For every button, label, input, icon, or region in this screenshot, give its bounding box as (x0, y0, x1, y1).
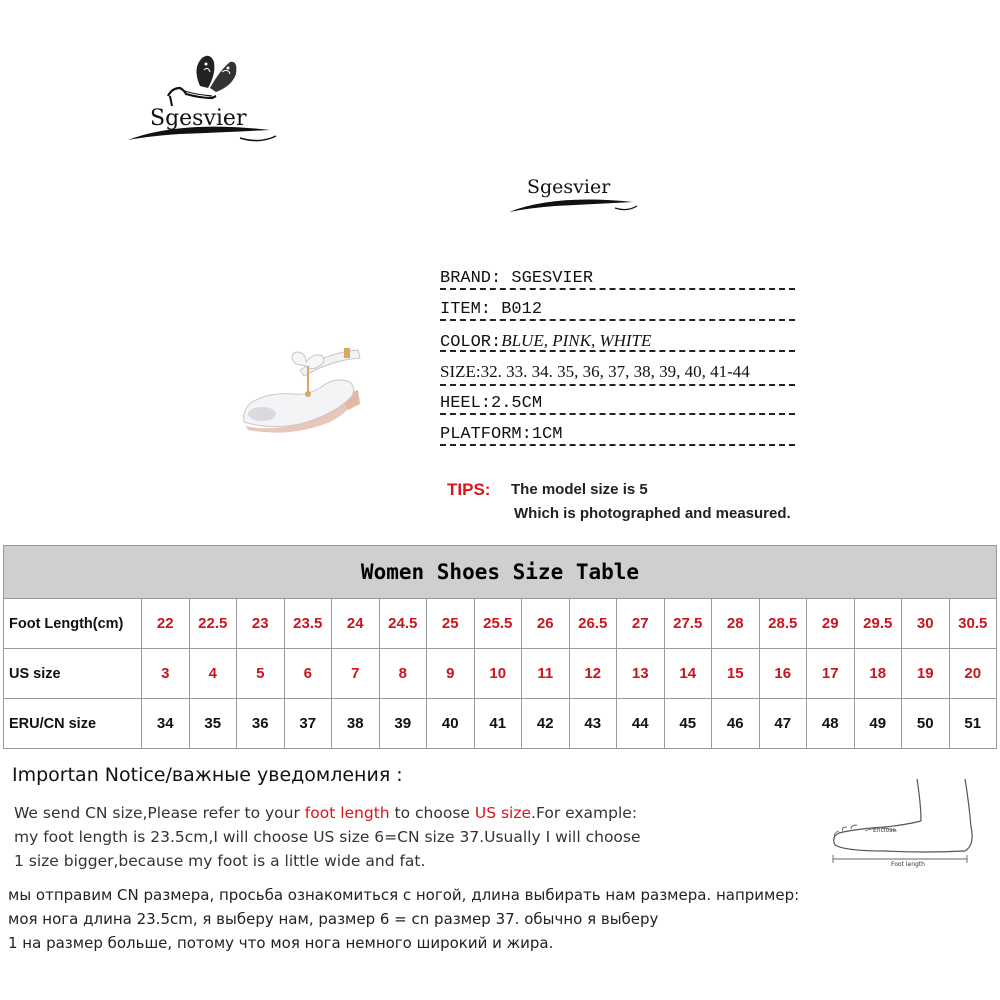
foot-length-cell: 25.5 (474, 599, 522, 649)
us-size-cell: 3 (142, 649, 190, 699)
foot-length-cell: 26.5 (569, 599, 617, 649)
spec-color-label: COLOR: (440, 333, 502, 352)
notice-en-line-1-c: .For example: (531, 804, 638, 822)
us-size-cell: 19 (902, 649, 950, 699)
us-size-label: US size (4, 649, 142, 699)
foot-length-cell: 30.5 (949, 599, 997, 649)
logo-small-text: Sgesvier (527, 176, 611, 198)
foot-enclose-label: Enclose (873, 827, 897, 834)
spec-platform: PLATFORM:1CM (440, 424, 795, 446)
notice-en-line-1 (14, 804, 637, 822)
eu-size-cell: 40 (427, 699, 475, 749)
foot-length-cell: 22.5 (189, 599, 237, 649)
foot-length-cell: 25 (427, 599, 475, 649)
notice-highlight-us-size: US size (474, 804, 532, 822)
us-size-cell: 17 (807, 649, 855, 699)
us-size-cell: 11 (522, 649, 570, 699)
foot-length-cell: 23 (237, 599, 285, 649)
foot-length-cell: 29 (807, 599, 855, 649)
eu-size-cell: 38 (332, 699, 380, 749)
eu-size-label: ERU/CN size (4, 699, 142, 749)
white-sandal-image (240, 330, 370, 440)
notice-ru-line-3: 1 на размер больше, потому что моя нога немного широкий и жира. (8, 934, 554, 952)
foot-length-row (4, 599, 997, 649)
foot-length-cell: 27 (617, 599, 665, 649)
us-size-cell: 6 (284, 649, 332, 699)
notice-en-line-3: 1 size bigger,because my foot is a little wide and fat. (14, 852, 426, 870)
brand-logo-small (505, 172, 645, 222)
eu-size-cell: 36 (237, 699, 285, 749)
size-table (3, 545, 997, 749)
foot-length-cell: 28 (712, 599, 760, 649)
notice-en-line-1-b: to choose (389, 804, 475, 822)
eu-size-cell: 34 (142, 699, 190, 749)
us-size-cell: 18 (854, 649, 902, 699)
notice-ru-line-2: моя нога длина 23.5cm, я выберу нам, размер 6 = cn размер 37. обычно я выберу (8, 910, 659, 928)
notice-ru-line-1: мы отправим CN размера, просьба ознакомиться с ногой, длина выбирать нам размера. например: (8, 886, 800, 904)
eu-size-cell: 47 (759, 699, 807, 749)
us-size-cell: 9 (427, 649, 475, 699)
eu-size-cell: 44 (617, 699, 665, 749)
foot-length-cell: 22 (142, 599, 190, 649)
spec-brand: BRAND: SGESVIER (440, 268, 795, 290)
notice-en-line-1-a: We send CN size,Please refer to your (14, 804, 305, 822)
butterfly-heel-icon (120, 40, 290, 160)
us-size-cell: 8 (379, 649, 427, 699)
foot-length-cell: 27.5 (664, 599, 712, 649)
eu-size-cell: 41 (474, 699, 522, 749)
us-size-cell: 10 (474, 649, 522, 699)
eu-size-row (4, 699, 997, 749)
us-size-row (4, 649, 997, 699)
product-image (240, 330, 370, 440)
us-size-cell: 16 (759, 649, 807, 699)
us-size-cell: 12 (569, 649, 617, 699)
tips-label: TIPS: (447, 480, 491, 499)
eu-size-cell: 42 (522, 699, 570, 749)
size-table-title: Women Shoes Size Table (4, 546, 997, 599)
eu-size-cell: 50 (902, 699, 950, 749)
notice-en-line-2: my foot length is 23.5cm,I will choose US size 6=CN size 37.Usually I will choose (14, 828, 641, 846)
foot-length-label: Foot Length(cm) (4, 599, 142, 649)
notice-highlight-foot-length: foot length (304, 804, 390, 822)
eu-size-cell: 45 (664, 699, 712, 749)
spec-color (440, 330, 795, 352)
foot-measure-icon (825, 775, 990, 870)
eu-size-cell: 49 (854, 699, 902, 749)
notice-title: Importan Notice/важные уведомления : (12, 764, 403, 786)
foot-length-diagram-label: Foot length (891, 861, 925, 868)
tips-line-2: Which is photographed and measured. (514, 505, 791, 522)
eu-size-cell: 51 (949, 699, 997, 749)
foot-length-cell: 29.5 (854, 599, 902, 649)
us-size-cell: 4 (189, 649, 237, 699)
us-size-cell: 13 (617, 649, 665, 699)
spec-heel: HEEL:2.5CM (440, 393, 795, 415)
tips-line-1: The model size is 5 (511, 481, 648, 498)
us-size-cell: 14 (664, 649, 712, 699)
spec-color-value: BLUE, PINK, WHITE (501, 331, 652, 350)
foot-diagram (825, 775, 990, 870)
foot-length-cell: 26 (522, 599, 570, 649)
foot-length-cell: 23.5 (284, 599, 332, 649)
spec-size: SIZE:32. 33. 34. 35, 36, 37, 38, 39, 40, 41-44 (440, 362, 750, 381)
logo-large-text: Sgesvier (150, 106, 247, 131)
brand-logo-large (120, 40, 290, 160)
eu-size-cell: 43 (569, 699, 617, 749)
spec-size-divider (440, 384, 795, 386)
foot-length-cell: 28.5 (759, 599, 807, 649)
eu-size-cell: 35 (189, 699, 237, 749)
eu-size-cell: 37 (284, 699, 332, 749)
spec-item: ITEM: B012 (440, 299, 795, 321)
eu-size-cell: 46 (712, 699, 760, 749)
us-size-cell: 20 (949, 649, 997, 699)
foot-length-cell: 24.5 (379, 599, 427, 649)
foot-length-cell: 24 (332, 599, 380, 649)
us-size-cell: 7 (332, 649, 380, 699)
us-size-cell: 15 (712, 649, 760, 699)
us-size-cell: 5 (237, 649, 285, 699)
foot-length-cell: 30 (902, 599, 950, 649)
eu-size-cell: 48 (807, 699, 855, 749)
eu-size-cell: 39 (379, 699, 427, 749)
